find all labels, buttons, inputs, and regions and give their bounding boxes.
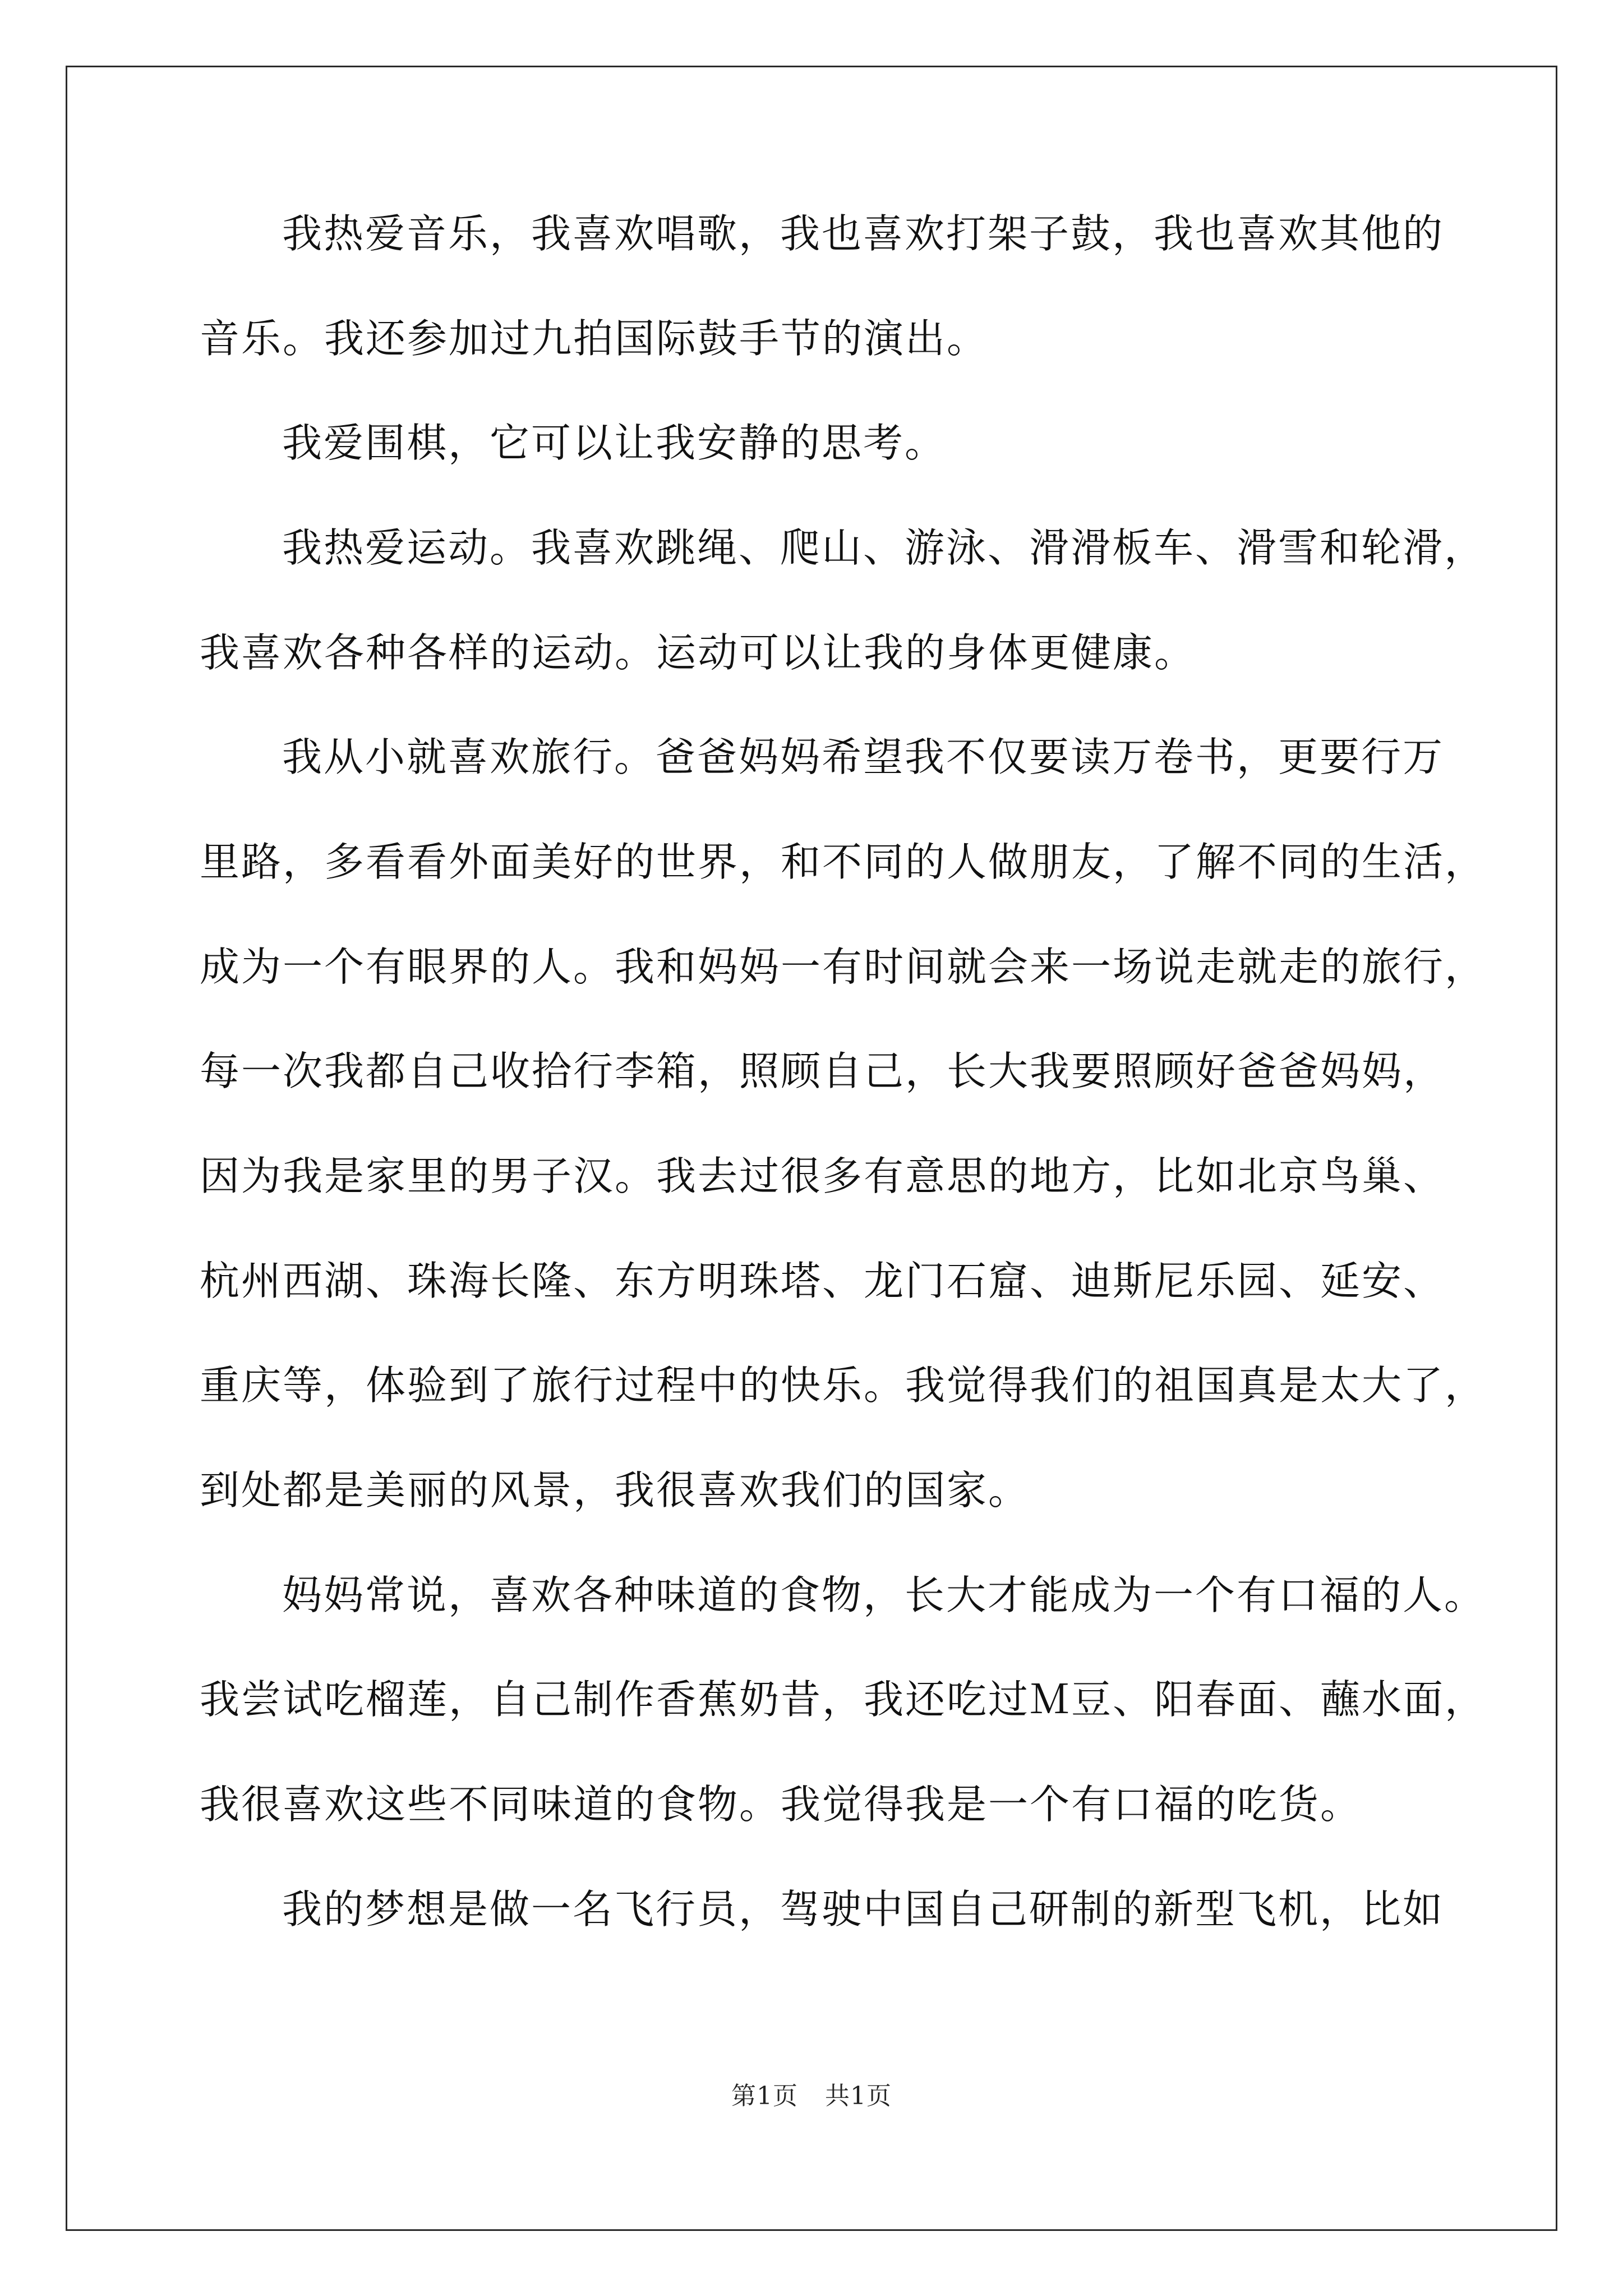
page-number: 第1页 bbox=[731, 2082, 798, 2110]
paragraph-line: 我喜欢各种各样的运动。运动可以让我的身体更健康。 bbox=[200, 629, 1196, 676]
paragraph-line: 重庆等，体验到了旅行过程中的快乐。我觉得我们的祖国真是太大了， bbox=[200, 1362, 1487, 1409]
paragraph-line: 妈妈常说，喜欢各种味道的食物，长大才能成为一个有口福的人。 bbox=[282, 1572, 1486, 1618]
paragraph-line: 成为一个有眼界的人。我和妈妈一有时间就会来一场说走就走的旅行， bbox=[200, 944, 1487, 990]
paragraph-line: 到处都是美丽的风景，我很喜欢我们的国家。 bbox=[200, 1467, 1030, 1513]
paragraph-line: 里路，多看看外面美好的世界，和不同的人做朋友，了解不同的生活， bbox=[200, 839, 1487, 885]
paragraph-line: 音乐。我还参加过九拍国际鼓手节的演出。 bbox=[200, 315, 989, 362]
paragraph-line: 杭州西湖、珠海长隆、东方明珠塔、龙门石窟、迪斯尼乐园、延安、 bbox=[200, 1258, 1445, 1304]
paragraph-line: 我从小就喜欢旅行。爸爸妈妈希望我不仅要读万卷书，更要行万 bbox=[282, 734, 1445, 780]
page-footer bbox=[0, 2076, 1623, 2111]
paragraph-line: 每一次我都自己收拾行李箱，照顾自己，长大我要照顾好爸爸妈妈， bbox=[200, 1048, 1445, 1094]
paragraph-line: 我尝试吃榴莲，自己制作香蕉奶昔，我还吃过Ｍ豆、阳春面、蘸水面， bbox=[200, 1676, 1487, 1723]
paragraph-line: 我的梦想是做一名飞行员，驾驶中国自己研制的新型飞机，比如 bbox=[282, 1886, 1445, 1932]
paragraph-line: 我热爱运动。我喜欢跳绳、爬山、游泳、滑滑板车、滑雪和轮滑， bbox=[282, 524, 1486, 571]
paragraph-line: 我很喜欢这些不同味道的食物。我觉得我是一个有口福的吃货。 bbox=[200, 1781, 1362, 1828]
paragraph-line: 我爱围棋，它可以让我安静的思考。 bbox=[282, 420, 947, 466]
paragraph-line: 我热爱音乐，我喜欢唱歌，我也喜欢打架子鼓，我也喜欢其他的 bbox=[282, 210, 1445, 257]
total-pages: 共1页 bbox=[825, 2082, 892, 2110]
paragraph-line: 因为我是家里的男子汉。我去过很多有意思的地方，比如北京鸟巢、 bbox=[200, 1153, 1445, 1199]
